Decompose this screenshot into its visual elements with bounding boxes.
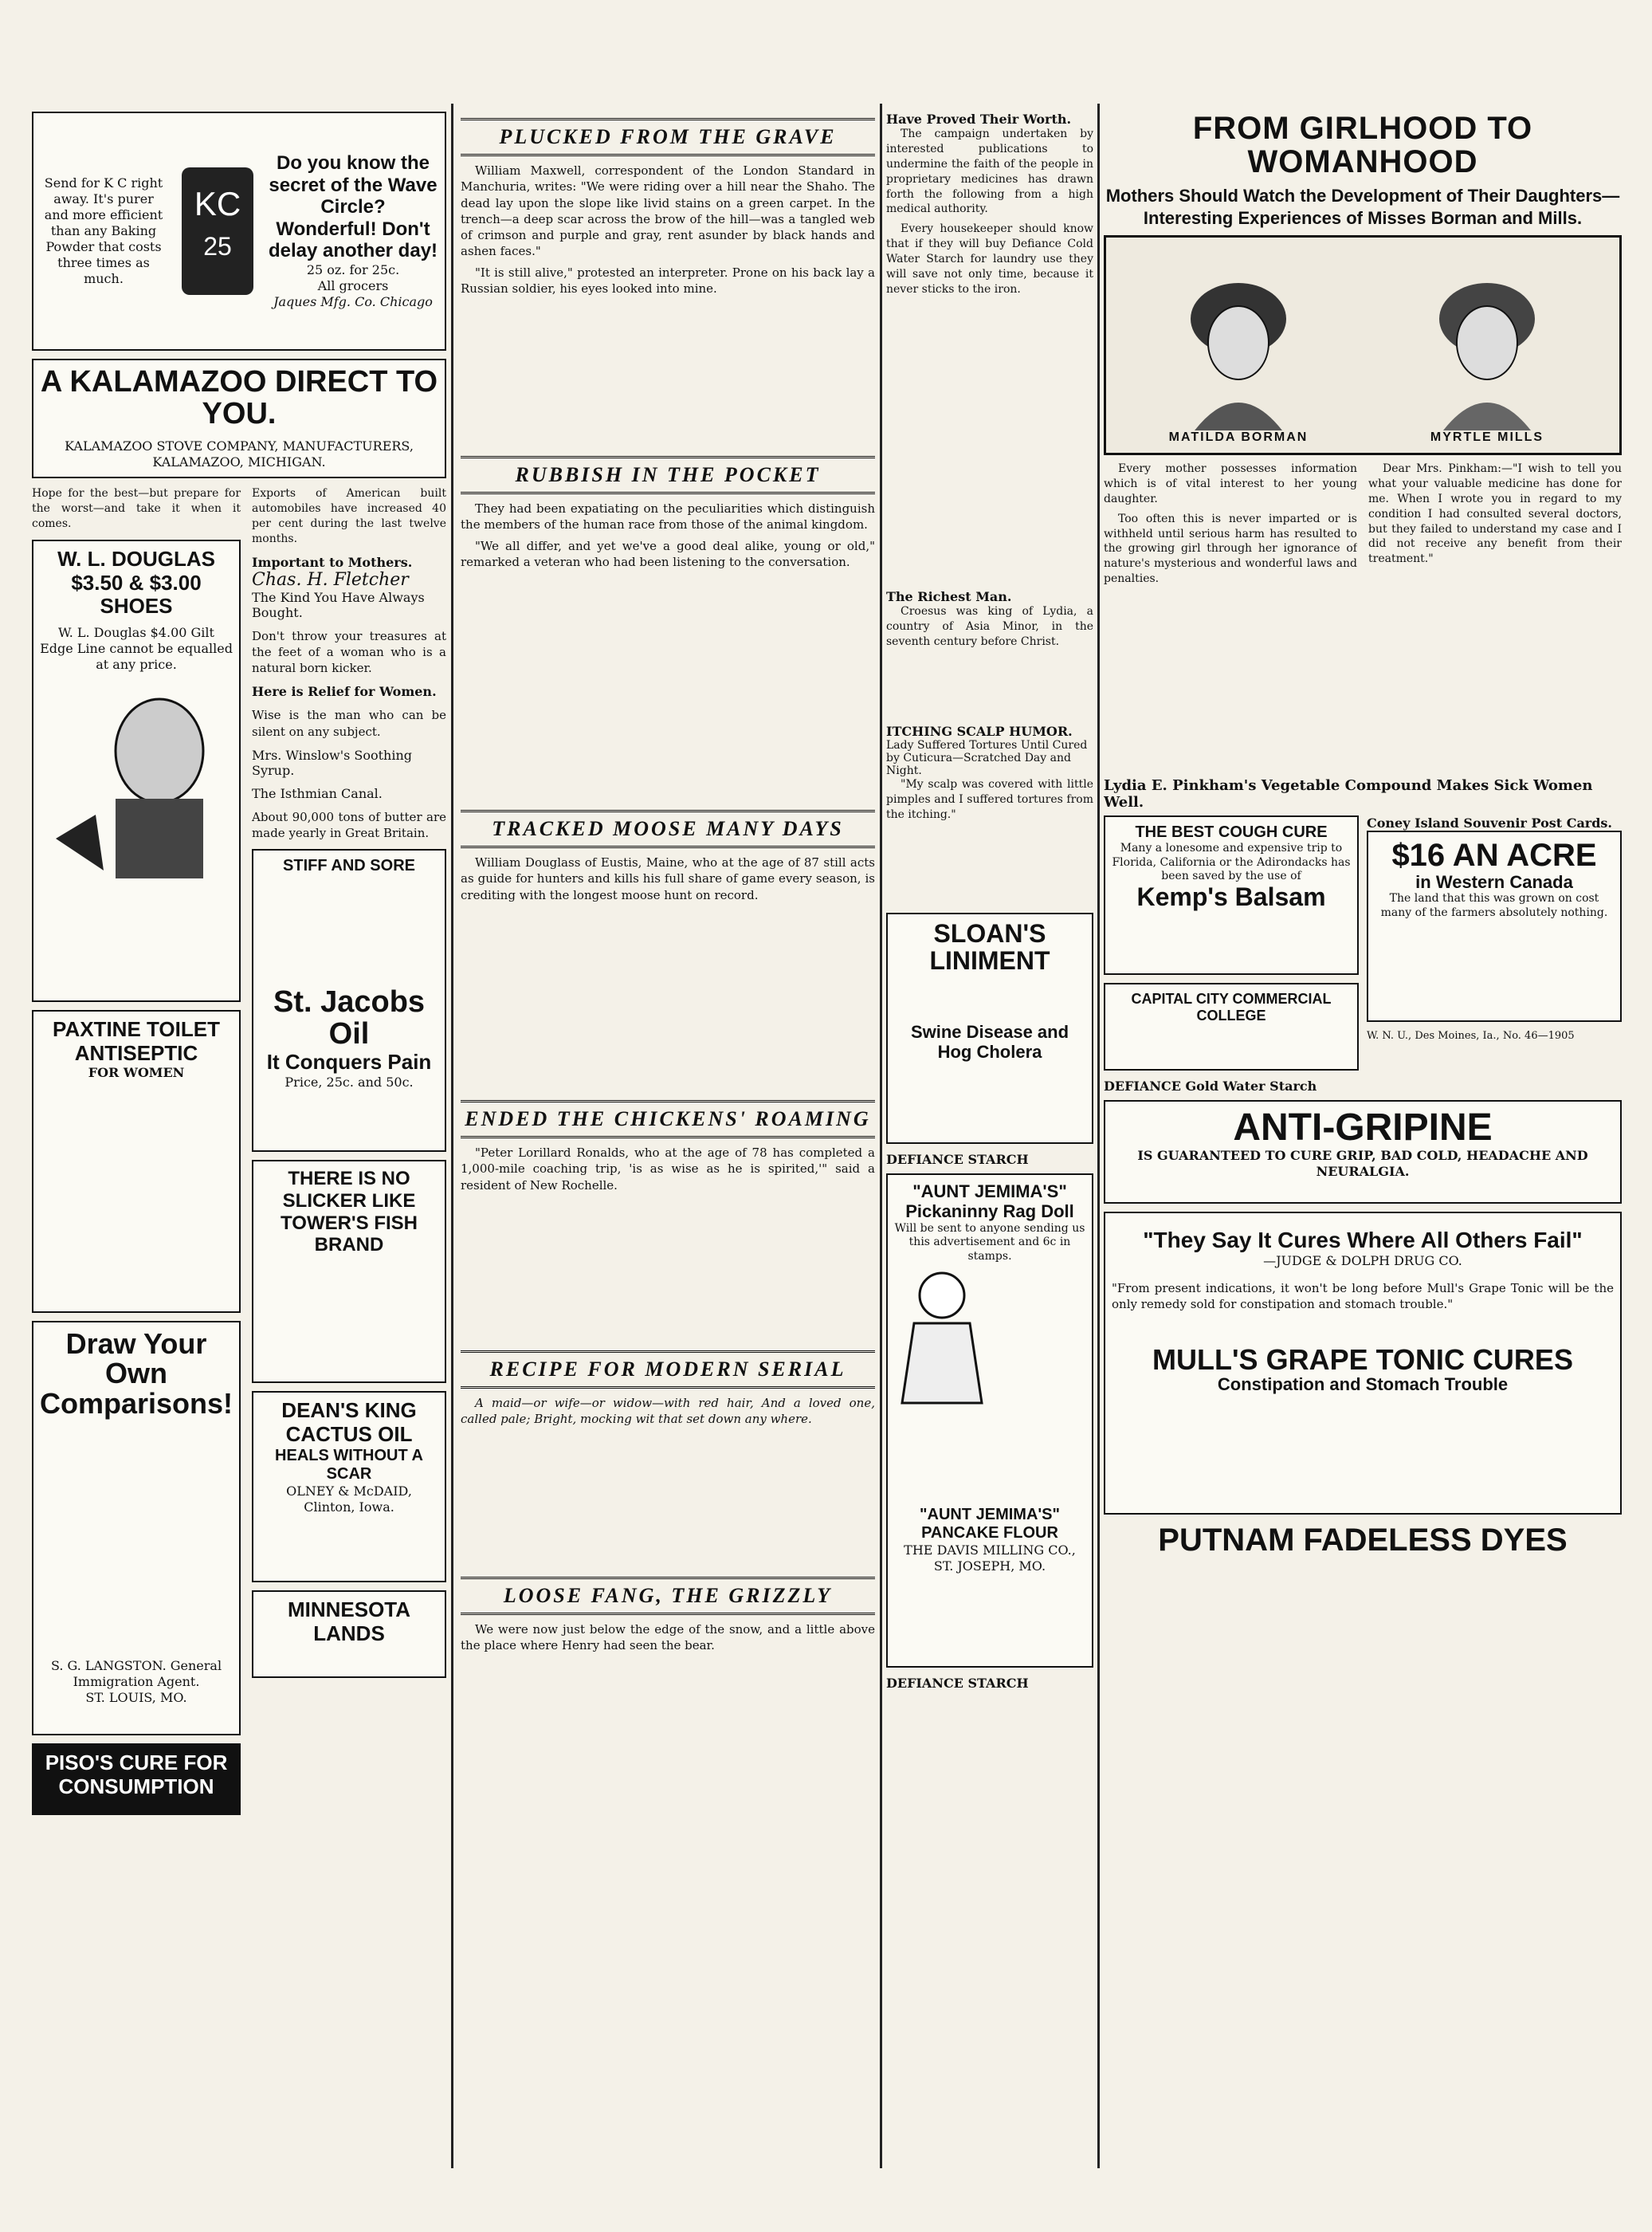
jacobs-name: St. Jacobs Oil	[273, 985, 426, 1051]
story-paragraph: "Peter Lorillard Ronalds, who at the age of 78 has completed a 1,000-mile coaching trip, 'is as wise as he is spirited,'" said a resident of New Rochelle.	[461, 1145, 875, 1193]
rubbish-heading: RUBBISH IN THE POCKET	[461, 456, 875, 494]
coney-title: Coney Island Souvenir Post Cards.	[1367, 815, 1612, 831]
acre-body: The land that this was grown on cost many of the farmers absolutely nothing.	[1380, 892, 1608, 919]
story-paragraph: William Douglass of Eustis, Maine, who at the age of 87 still acts as guide for hunters and kills his full share of game every season, is crediting with the longest moose hunt on record.	[461, 855, 875, 902]
capital-title: CAPITAL CITY COMMERCIAL COLLEGE	[1131, 991, 1332, 1024]
column-rule	[451, 104, 453, 2168]
texas-ad	[32, 1321, 241, 1735]
portrait-borman	[1143, 246, 1334, 445]
story-paragraph: Every housekeeper should know that if they will buy Defiance Cold Water Starch for laundry use they will save not only time, because it never sticks to the iron.	[886, 222, 1093, 296]
mothers-title: Important to Mothers.	[252, 554, 413, 570]
woman-portrait-icon	[1419, 271, 1555, 430]
piso-bottom-title: PISO'S CURE FOR CONSUMPTION	[45, 1750, 228, 1798]
story-paragraph: "We all differ, and yet we've a good deal alike, young or old," remarked a veteran who had been listening to the conversation.	[461, 538, 875, 569]
grizzly-story	[461, 1621, 875, 1813]
kemps-balsam-ad	[1104, 815, 1359, 975]
western-canada-ad	[1367, 831, 1622, 1022]
story-paragraph: Too often this is never imparted or is withheld until serious harm has resulted to the growing girl through her ignorance of nature's mysterious and wonderful laws and penalties.	[1104, 512, 1357, 586]
cough-title: THE BEST COUGH CURE	[1135, 823, 1328, 841]
mulls-grape-tonic-ad	[1104, 1212, 1622, 1515]
kalamazoo-ad	[32, 359, 446, 478]
wnu-line: W. N. U., Des Moines, Ia., No. 46—1905	[1367, 1030, 1575, 1042]
portrait-mills	[1391, 246, 1583, 445]
defiance-starch-2: DEFIANCE STARCH	[886, 1676, 1029, 1691]
capital-college-ad	[1104, 983, 1359, 1071]
kc-grocers: All grocers	[317, 277, 389, 293]
deans-cactus-ad	[252, 1391, 446, 1582]
kalamazoo-maker: KALAMAZOO STOVE COMPANY, MANUFACTURERS, KALAMAZOO, MICHIGAN.	[65, 438, 414, 470]
jacobs-oil-ad	[252, 849, 446, 1152]
isthmian-title: The Isthmian Canal.	[252, 785, 383, 801]
kemp-name: Kemp's Balsam	[1136, 882, 1326, 911]
putnam-title: PUTNAM FADELESS DYES	[1158, 1523, 1568, 1558]
draw-title: Draw Your Own Comparisons!	[40, 1326, 233, 1421]
story-paragraph: They had been expatiating on the peculiarities which distinguish the members of the human race from those of the animal kingdom.	[461, 501, 875, 532]
butter-text: About 90,000 tons of butter are made yearly in Great Britain.	[252, 809, 446, 841]
treasures-text: Don't throw your treasures at the feet of a woman who is a natural born kicker.	[252, 628, 446, 676]
douglas-shoes-ad	[32, 540, 241, 1002]
kc-baking-powder-ad	[32, 112, 446, 351]
langston-city: ST. LOUIS, MO.	[85, 1690, 187, 1706]
gripine-title: ANTI-GRIPINE	[1233, 1106, 1493, 1149]
worth-heading: Have Proved Their Worth.	[886, 112, 1072, 127]
relief-title: Here is Relief for Women.	[252, 684, 437, 700]
column-1	[32, 112, 446, 2160]
richest-story	[886, 604, 1093, 724]
itching-story	[886, 777, 1093, 913]
kc-send-text: Send for K C right away. It's purer and more efficient than any Baking Powder that costs three times as much.	[44, 175, 163, 286]
deans-sub: HEALS WITHOUT A SCAR	[275, 1447, 423, 1483]
douglas-portrait-icon	[40, 679, 215, 886]
kc-can-icon	[174, 159, 261, 303]
svg-text:KC: KC	[194, 185, 241, 222]
sloans-sub: Swine Disease and Hog Cholera	[910, 1022, 1069, 1063]
fletcher-signature: Chas. H. Fletcher	[252, 569, 409, 590]
pinkham-story-right	[1368, 462, 1622, 772]
story-paragraph: The campaign undertaken by interested publications to undermine the faith of the people in proprietary medicines has drawn forth the following from a high medical authority.	[886, 128, 1093, 216]
kemp-body: Many a lonesome and expensive trip to Florida, California or the Adirondacks has been saved by the use of	[1112, 842, 1351, 882]
minnesota-ad	[252, 1590, 446, 1678]
exports-text: Exports of American built automobiles have increased 40 per cent during the last twelve months.	[252, 487, 446, 545]
girlhood-headline: FROM GIRLHOOD TO WOMANHOOD	[1192, 112, 1533, 179]
deans-maker: OLNEY & McDAID, Clinton, Iowa.	[286, 1483, 412, 1515]
name-mills: MYRTLE MILLS	[1430, 430, 1544, 444]
kc-maker: Jaques Mfg. Co. Chicago	[273, 293, 433, 309]
acre-title: $16 AN ACRE	[1391, 838, 1597, 873]
name-borman: MATILDA BORMAN	[1168, 430, 1309, 444]
defiance-gold: DEFIANCE Gold Water Starch	[1104, 1079, 1317, 1094]
tower-slicker-ad	[252, 1160, 446, 1383]
langston-name: S. G. LANGSTON. General Immigration Agent.	[50, 1658, 222, 1690]
story-paragraph: A maid—or wife—or widow—with red hair, And a loved one, called pale; Bright, mocking wit that set down any where.	[461, 1396, 875, 1427]
story-paragraph: "My scalp was covered with little pimples and I suffered tortures from the itching."	[886, 778, 1093, 821]
grizzly-heading: LOOSE FANG, THE GRIZZLY	[461, 1577, 875, 1615]
hope-text: Hope for the best—but prepare for the worst—and take it when it comes.	[32, 487, 241, 530]
chickens-story	[461, 1145, 875, 1344]
svg-text:25: 25	[203, 232, 232, 261]
piso-bottom-ad	[32, 1743, 241, 1815]
paxtine-ad	[32, 1010, 241, 1313]
winslow-title: Mrs. Winslow's Soothing Syrup.	[252, 747, 413, 778]
sloans-title: SLOAN'S LINIMENT	[929, 919, 1050, 975]
richest-heading: The Richest Man.	[886, 589, 1012, 604]
anti-gripine-ad	[1104, 1100, 1622, 1204]
story-paragraph: We were now just below the edge of the snow, and a little above the place where Henry had seen the bear.	[461, 1622, 875, 1653]
worth-story	[886, 127, 1093, 430]
mothers-notice	[252, 555, 446, 620]
defiance-starch-1: DEFIANCE STARCH	[886, 1152, 1029, 1167]
davis-milling: THE DAVIS MILLING CO., ST. JOSEPH, MO.	[904, 1542, 1076, 1574]
jacobs-price: Price, 25c. and 50c.	[284, 1074, 414, 1090]
jacobs-top: STIFF AND SORE	[283, 857, 415, 875]
pinkham-tagline: Lydia E. Pinkham's Vegetable Compound Makes Sick Women Well.	[1104, 777, 1593, 811]
minnesota-title: MINNESOTA LANDS	[287, 1597, 411, 1646]
gripine-sub: IS GUARANTEED TO CURE GRIP, BAD COLD, HEADACHE AND NEURALGIA.	[1137, 1148, 1588, 1180]
recipe-heading: RECIPE FOR MODERN SERIAL	[461, 1350, 875, 1389]
rubbish-story	[461, 501, 875, 804]
mulls-title: MULL'S GRAPE TONIC CURES	[1152, 1342, 1573, 1376]
silent-text: Wise is the man who can be silent on any subject.	[252, 708, 446, 739]
douglas-title: W. L. DOUGLAS $3.50 & $3.00 SHOES	[57, 546, 215, 619]
kc-price: 25 oz. for 25c.	[306, 261, 400, 277]
canada-title: in Western Canada	[1415, 872, 1573, 892]
plucked-story	[461, 163, 875, 450]
moose-story	[461, 855, 875, 1094]
paxtine-title: PAXTINE TOILET ANTISEPTIC	[53, 1016, 220, 1065]
mothers-kind: The Kind You Have Always Bought.	[252, 589, 425, 620]
deans-title: DEAN'S KING CACTUS OIL	[281, 1398, 417, 1447]
story-paragraph: Every mother possesses information which is of vital interest to her young daughter.	[1104, 462, 1357, 505]
aunt-jemima-ad	[886, 1173, 1093, 1668]
paxtine-sub: FOR WOMEN	[88, 1065, 185, 1081]
woman-portrait-icon	[1171, 271, 1306, 430]
story-paragraph: Dear Mrs. Pinkham:—"I wish to tell you what your valuable medicine has done for me. When I wrote you in regard to my condition I had consulted several doctors, but they failed to understand my case and I did not receive any benefit from their treatment."	[1368, 462, 1622, 566]
story-paragraph: William Maxwell, correspondent of the London Standard in Manchuria, writes: "We were riding over a hill near the Shaho. The dead lay upon the slope like livid stains on a green carpet. In the trench—a deep scar across the brow of the hill—was a tangled web of crimson and purple and gray, rent asunder by black hands and ashen faces."	[461, 163, 875, 259]
jemima-flour: "AUNT JEMIMA'S" PANCAKE FLOUR	[920, 1506, 1060, 1542]
kc-question: Do you know the secret of the Wave Circle? Wonderful! Don't delay another day!	[268, 152, 438, 262]
column-rule	[1097, 104, 1100, 2168]
story-paragraph: Croesus was king of Lydia, a country of Asia Minor, in the seventh century before Christ.	[886, 605, 1093, 648]
jemima-body: Will be sent to anyone sending us this advertisement and 6c in stamps.	[894, 1221, 1085, 1263]
sloans-liniment-ad	[886, 913, 1093, 1144]
tower-title: THERE IS NO SLICKER LIKE TOWER'S FISH BRAND	[281, 1168, 418, 1256]
cures-quote: "They Say It Cures Where All Others Fail"	[1143, 1228, 1583, 1252]
column-rule	[880, 104, 882, 2168]
girlhood-sub: Mothers Should Watch the Development of Their Daughters— Interesting Experiences of Misses Borman and Mills.	[1105, 186, 1620, 228]
plucked-heading: PLUCKED FROM THE GRAVE	[461, 118, 875, 156]
rag-doll-icon	[894, 1263, 990, 1407]
itching-sub: Lady Suffered Tortures Until Cured by Cuticura—Scratched Day and Night.	[886, 739, 1088, 777]
judge-dolph: —JUDGE & DOLPH DRUG CO.	[1263, 1253, 1462, 1269]
pinkham-story-left	[1104, 462, 1357, 772]
moose-heading: TRACKED MOOSE MANY DAYS	[461, 810, 875, 848]
portraits-frame	[1104, 235, 1622, 455]
column-4	[1104, 112, 1622, 2160]
jemima-title: "AUNT JEMIMA'S" Pickaninny Rag Doll	[905, 1181, 1074, 1222]
column-3	[886, 112, 1093, 2160]
story-paragraph: "It is still alive," protested an interpreter. Prone on his back lay a Russian soldier, his eyes looked into mine.	[461, 265, 875, 296]
kalamazoo-title: A KALAMAZOO DIRECT TO YOU.	[40, 365, 438, 430]
jacobs-line: It Conquers Pain	[266, 1050, 432, 1075]
douglas-line: W. L. Douglas $4.00 Gilt Edge Line cannot be equalled at any price.	[40, 625, 233, 673]
mulls-sub: Constipation and Stomach Trouble	[1217, 1374, 1509, 1395]
itching-heading: ITCHING SCALP HUMOR.	[886, 724, 1073, 739]
recipe-story	[461, 1395, 875, 1570]
mulls-body: "From present indications, it won't be long before Mull's Grape Tonic will be the only remedy sold for constipation and stomach trouble."	[1112, 1281, 1614, 1312]
chickens-heading: ENDED THE CHICKENS' ROAMING	[461, 1100, 875, 1138]
column-2	[461, 112, 875, 2160]
